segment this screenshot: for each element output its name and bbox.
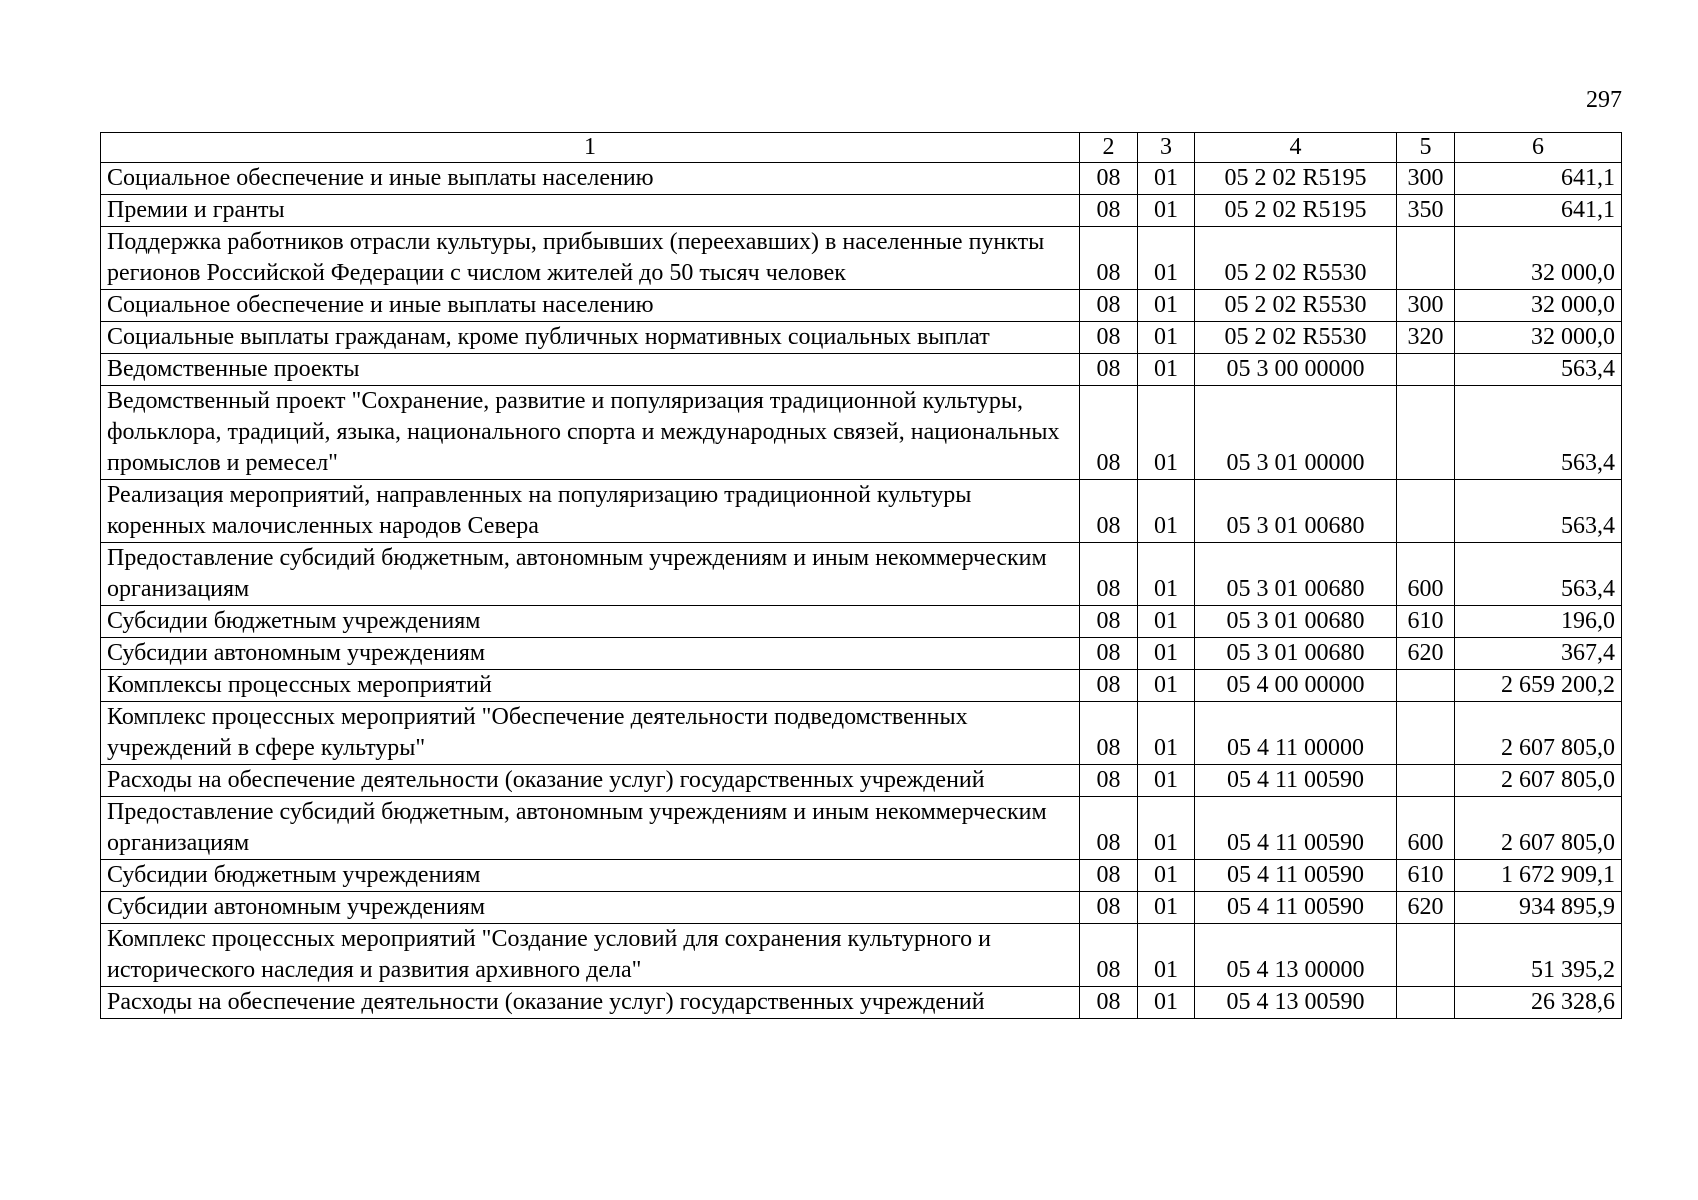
row-subsection-cell: 01 (1138, 386, 1195, 480)
row-subsection-cell: 01 (1138, 543, 1195, 606)
row-amount-cell: 32 000,0 (1455, 322, 1622, 354)
row-section-cell: 08 (1080, 860, 1138, 892)
row-section-cell: 08 (1080, 892, 1138, 924)
row-name-cell: Поддержка работников отрасли культуры, прибывших (переехавших) в населенные пункты регионов Российской Федерации с числом жителей до 50 тысяч человек (101, 227, 1080, 290)
row-subsection-cell: 01 (1138, 163, 1195, 195)
row-name-cell: Субсидии автономным учреждениям (101, 892, 1080, 924)
row-subsection-cell: 01 (1138, 195, 1195, 227)
row-amount-cell: 563,4 (1455, 354, 1622, 386)
row-target-code-cell: 05 3 00 00000 (1195, 354, 1397, 386)
row-name-cell: Социальные выплаты гражданам, кроме публичных нормативных социальных выплат (101, 322, 1080, 354)
row-amount-cell: 2 607 805,0 (1455, 797, 1622, 860)
row-expense-type-cell (1397, 987, 1455, 1019)
table-row (101, 702, 1622, 765)
row-expense-type-cell: 320 (1397, 322, 1455, 354)
row-expense-type-cell (1397, 227, 1455, 290)
row-amount-cell: 563,4 (1455, 480, 1622, 543)
row-subsection-cell: 01 (1138, 480, 1195, 543)
row-expense-type-cell: 620 (1397, 892, 1455, 924)
row-section-cell: 08 (1080, 290, 1138, 322)
header-cell-6: 6 (1455, 133, 1622, 163)
row-target-code-cell: 05 3 01 00680 (1195, 480, 1397, 543)
row-section-cell: 08 (1080, 163, 1138, 195)
header-cell-1: 1 (101, 133, 1080, 163)
row-target-code-cell: 05 4 11 00590 (1195, 765, 1397, 797)
row-expense-type-cell (1397, 765, 1455, 797)
row-target-code-cell: 05 3 01 00680 (1195, 638, 1397, 670)
table-row (101, 638, 1622, 670)
row-amount-cell: 1 672 909,1 (1455, 860, 1622, 892)
row-expense-type-cell: 620 (1397, 638, 1455, 670)
row-amount-cell: 196,0 (1455, 606, 1622, 638)
row-name-cell: Комплекс процессных мероприятий "Обеспечение деятельности подведомственных учреждений в сфере культуры" (101, 702, 1080, 765)
row-expense-type-cell (1397, 480, 1455, 543)
row-section-cell: 08 (1080, 670, 1138, 702)
row-expense-type-cell: 300 (1397, 290, 1455, 322)
row-target-code-cell: 05 2 02 R5195 (1195, 195, 1397, 227)
header-cell-5: 5 (1397, 133, 1455, 163)
row-name-cell: Премии и гранты (101, 195, 1080, 227)
row-section-cell: 08 (1080, 797, 1138, 860)
row-subsection-cell: 01 (1138, 797, 1195, 860)
table-row (101, 480, 1622, 543)
row-name-cell: Комплекс процессных мероприятий "Создание условий для сохранения культурного и исторического наследия и развития архивного дела" (101, 924, 1080, 987)
row-amount-cell: 563,4 (1455, 543, 1622, 606)
row-name-cell: Расходы на обеспечение деятельности (оказание услуг) государственных учреждений (101, 765, 1080, 797)
table-row (101, 163, 1622, 195)
row-amount-cell: 934 895,9 (1455, 892, 1622, 924)
row-section-cell: 08 (1080, 543, 1138, 606)
row-expense-type-cell: 300 (1397, 163, 1455, 195)
table-row (101, 322, 1622, 354)
table-row (101, 765, 1622, 797)
row-expense-type-cell: 610 (1397, 860, 1455, 892)
row-section-cell: 08 (1080, 702, 1138, 765)
row-name-cell: Ведомственные проекты (101, 354, 1080, 386)
row-expense-type-cell (1397, 670, 1455, 702)
row-amount-cell: 367,4 (1455, 638, 1622, 670)
row-name-cell: Субсидии автономным учреждениям (101, 638, 1080, 670)
row-subsection-cell: 01 (1138, 606, 1195, 638)
row-expense-type-cell: 600 (1397, 543, 1455, 606)
row-section-cell: 08 (1080, 227, 1138, 290)
row-name-cell: Расходы на обеспечение деятельности (оказание услуг) государственных учреждений (101, 987, 1080, 1019)
header-cell-2: 2 (1080, 133, 1138, 163)
row-section-cell: 08 (1080, 765, 1138, 797)
row-amount-cell: 26 328,6 (1455, 987, 1622, 1019)
row-target-code-cell: 05 2 02 R5195 (1195, 163, 1397, 195)
row-name-cell: Предоставление субсидий бюджетным, автономным учреждениям и иным некоммерческим организациям (101, 543, 1080, 606)
row-target-code-cell: 05 3 01 00680 (1195, 606, 1397, 638)
row-amount-cell: 51 395,2 (1455, 924, 1622, 987)
table-row (101, 892, 1622, 924)
row-expense-type-cell (1397, 354, 1455, 386)
row-subsection-cell: 01 (1138, 702, 1195, 765)
row-expense-type-cell: 350 (1397, 195, 1455, 227)
row-section-cell: 08 (1080, 987, 1138, 1019)
budget-table (100, 132, 1622, 1019)
row-target-code-cell: 05 4 13 00590 (1195, 987, 1397, 1019)
row-amount-cell: 563,4 (1455, 386, 1622, 480)
table-row (101, 670, 1622, 702)
header-cell-3: 3 (1138, 133, 1195, 163)
row-target-code-cell: 05 2 02 R5530 (1195, 227, 1397, 290)
row-subsection-cell: 01 (1138, 987, 1195, 1019)
row-section-cell: 08 (1080, 638, 1138, 670)
row-name-cell: Субсидии бюджетным учреждениям (101, 606, 1080, 638)
table-row (101, 924, 1622, 987)
row-amount-cell: 2 607 805,0 (1455, 765, 1622, 797)
row-section-cell: 08 (1080, 924, 1138, 987)
row-target-code-cell: 05 4 00 00000 (1195, 670, 1397, 702)
row-subsection-cell: 01 (1138, 290, 1195, 322)
table-row (101, 860, 1622, 892)
row-subsection-cell: 01 (1138, 354, 1195, 386)
row-subsection-cell: 01 (1138, 924, 1195, 987)
row-amount-cell: 641,1 (1455, 195, 1622, 227)
row-subsection-cell: 01 (1138, 638, 1195, 670)
row-expense-type-cell (1397, 924, 1455, 987)
row-amount-cell: 2 659 200,2 (1455, 670, 1622, 702)
table-body (101, 163, 1622, 1019)
row-subsection-cell: 01 (1138, 765, 1195, 797)
row-amount-cell: 641,1 (1455, 163, 1622, 195)
row-subsection-cell: 01 (1138, 860, 1195, 892)
row-name-cell: Предоставление субсидий бюджетным, автономным учреждениям и иным некоммерческим организациям (101, 797, 1080, 860)
row-target-code-cell: 05 3 01 00680 (1195, 543, 1397, 606)
row-target-code-cell: 05 4 11 00590 (1195, 797, 1397, 860)
row-target-code-cell: 05 2 02 R5530 (1195, 290, 1397, 322)
row-section-cell: 08 (1080, 354, 1138, 386)
row-name-cell: Социальное обеспечение и иные выплаты населению (101, 290, 1080, 322)
row-target-code-cell: 05 3 01 00000 (1195, 386, 1397, 480)
row-target-code-cell: 05 4 11 00590 (1195, 860, 1397, 892)
table-header-row (101, 133, 1622, 163)
table-row (101, 290, 1622, 322)
row-target-code-cell: 05 4 11 00000 (1195, 702, 1397, 765)
row-subsection-cell: 01 (1138, 670, 1195, 702)
row-target-code-cell: 05 4 11 00590 (1195, 892, 1397, 924)
row-expense-type-cell: 610 (1397, 606, 1455, 638)
page-number: 297 (1586, 87, 1622, 113)
table-row (101, 195, 1622, 227)
row-section-cell: 08 (1080, 195, 1138, 227)
row-section-cell: 08 (1080, 606, 1138, 638)
table-row (101, 386, 1622, 480)
row-name-cell: Социальное обеспечение и иные выплаты населению (101, 163, 1080, 195)
table-row (101, 797, 1622, 860)
table-row (101, 987, 1622, 1019)
row-target-code-cell: 05 4 13 00000 (1195, 924, 1397, 987)
table-row (101, 543, 1622, 606)
row-expense-type-cell (1397, 702, 1455, 765)
row-section-cell: 08 (1080, 480, 1138, 543)
row-amount-cell: 32 000,0 (1455, 290, 1622, 322)
row-amount-cell: 2 607 805,0 (1455, 702, 1622, 765)
row-expense-type-cell (1397, 386, 1455, 480)
row-subsection-cell: 01 (1138, 322, 1195, 354)
row-section-cell: 08 (1080, 322, 1138, 354)
row-amount-cell: 32 000,0 (1455, 227, 1622, 290)
row-name-cell: Ведомственный проект "Сохранение, развитие и популяризация традиционной культуры, фольклора, традиций, языка, национального спорта и международных связей, национальных промыслов и ремесел" (101, 386, 1080, 480)
row-section-cell: 08 (1080, 386, 1138, 480)
row-name-cell: Реализация мероприятий, направленных на популяризацию традиционной культуры коренных малочисленных народов Севера (101, 480, 1080, 543)
header-cell-4: 4 (1195, 133, 1397, 163)
table-row (101, 354, 1622, 386)
row-name-cell: Субсидии бюджетным учреждениям (101, 860, 1080, 892)
row-expense-type-cell: 600 (1397, 797, 1455, 860)
table-row (101, 227, 1622, 290)
row-target-code-cell: 05 2 02 R5530 (1195, 322, 1397, 354)
table-row (101, 606, 1622, 638)
row-subsection-cell: 01 (1138, 227, 1195, 290)
row-name-cell: Комплексы процессных мероприятий (101, 670, 1080, 702)
row-subsection-cell: 01 (1138, 892, 1195, 924)
